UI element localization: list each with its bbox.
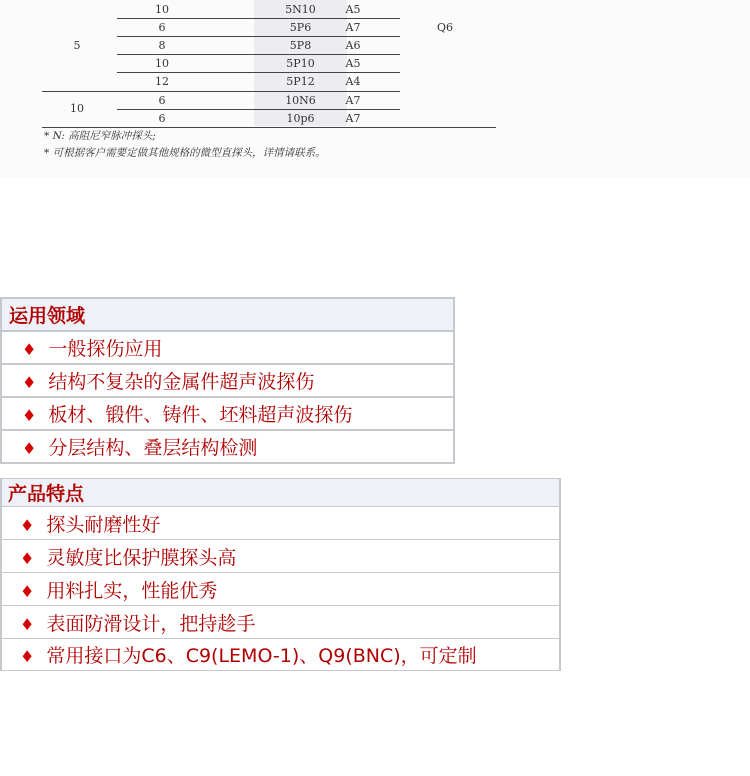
list-item-label: 常用接口为C6、C9(LEMO-1)、Q9(BNC)，可定制 xyxy=(46,645,477,667)
diamond-bullet-icon: ♦ xyxy=(22,373,37,392)
model-cell: 10N6 xyxy=(285,94,316,107)
list-item xyxy=(0,638,561,671)
list-item xyxy=(0,605,561,638)
applications-title: 运用领域 xyxy=(0,297,455,332)
list-item xyxy=(0,363,455,398)
diamond-bullet-icon: ♦ xyxy=(22,439,37,458)
list-item xyxy=(0,572,561,605)
list-item xyxy=(0,330,455,365)
table-note: * N: 高阻尼窄脉冲探头; xyxy=(44,130,156,142)
table-note: * 可根据客户需要定做其他规格的微型直探头，详情请联系。 xyxy=(44,147,326,159)
size-cell: A7 xyxy=(345,21,361,34)
list-item xyxy=(0,396,455,431)
table-notes xyxy=(44,128,326,162)
list-item-label: 表面防滑设计，把持趁手 xyxy=(46,612,256,635)
spec-table-image xyxy=(0,0,750,178)
size-cell: A7 xyxy=(345,112,361,125)
diamond-bullet-icon: ♦ xyxy=(20,515,35,535)
diameter-cell: 12 xyxy=(155,75,169,88)
list-item-label: 探头耐磨性好 xyxy=(46,513,161,536)
diamond-bullet-icon: ♦ xyxy=(20,647,35,666)
list-item xyxy=(0,539,561,572)
size-cell: A5 xyxy=(345,57,361,70)
list-item-label: 用料扎实，性能优秀 xyxy=(46,579,218,602)
list-item-label: 结构不复杂的金属件超声波探伤 xyxy=(48,371,315,393)
diamond-bullet-icon: ♦ xyxy=(22,406,37,425)
features-title: 产品特点 xyxy=(0,478,561,506)
features-section xyxy=(0,478,561,671)
connector-cell: Q6 xyxy=(436,21,454,34)
diameter-cell: 6 xyxy=(158,112,166,125)
diameter-cell: 10 xyxy=(155,57,169,70)
size-cell: A4 xyxy=(345,75,361,88)
diameter-cell: 10 xyxy=(155,3,169,16)
diamond-bullet-icon: ♦ xyxy=(20,548,35,568)
group-cell: 10 xyxy=(70,102,84,115)
model-cell: 5P10 xyxy=(286,57,315,70)
diameter-cell: 6 xyxy=(158,94,166,107)
diamond-bullet-icon: ♦ xyxy=(20,581,35,601)
size-cell: A5 xyxy=(345,3,361,16)
list-item xyxy=(0,506,561,539)
group-cell: 5 xyxy=(73,39,81,52)
size-cell: A7 xyxy=(345,94,361,107)
diameter-cell: 8 xyxy=(158,39,166,52)
model-cell: 5P12 xyxy=(286,75,315,88)
model-cell: 5P8 xyxy=(289,39,312,52)
size-cell: A6 xyxy=(345,39,361,52)
list-item-label: 一般探伤应用 xyxy=(48,338,163,360)
spec-table xyxy=(42,0,496,128)
model-cell: 10p6 xyxy=(286,112,315,125)
list-item xyxy=(0,429,455,464)
list-item-label: 分层结构、叠层结构检测 xyxy=(48,437,258,459)
diameter-cell: 6 xyxy=(158,21,166,34)
diamond-bullet-icon: ♦ xyxy=(22,340,37,359)
applications-section xyxy=(0,297,455,464)
list-item-label: 灵敏度比保护膜探头高 xyxy=(46,546,237,569)
model-cell: 5N10 xyxy=(285,3,316,16)
list-item-label: 板材、锻件、铸件、坯料超声波探伤 xyxy=(48,404,353,426)
model-cell: 5P6 xyxy=(289,21,312,34)
diamond-bullet-icon: ♦ xyxy=(20,614,35,634)
